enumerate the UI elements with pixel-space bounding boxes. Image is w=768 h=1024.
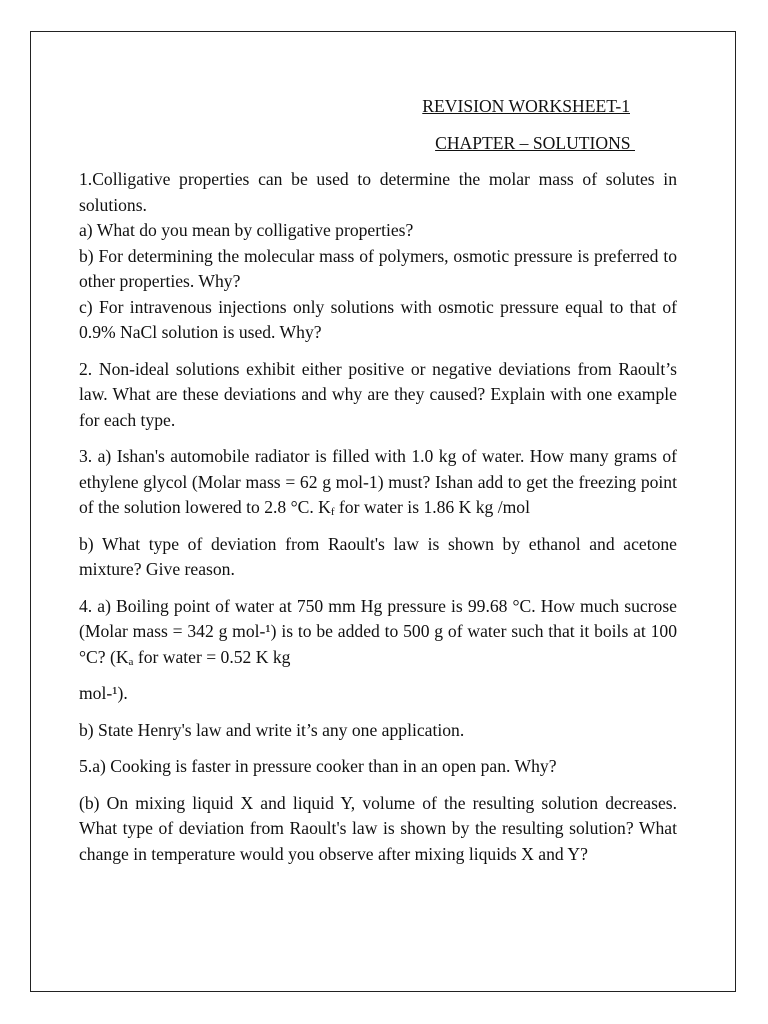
kf-subscript: f (330, 506, 335, 518)
question-1-intro: 1.Colligative properties can be used to determine the molar mass of solutes in solutions. (79, 169, 677, 215)
question-2: 2. Non-ideal solutions exhibit either positive or negative deviations from Raoult’s law. What are these deviations and why are they caused? Explain with one example for each type. (79, 358, 677, 430)
question-5a: 5.a) Cooking is faster in pressure cooker than in an open pan. Why? (79, 756, 557, 776)
chapter-title: CHAPTER – SOLUTIONS (435, 132, 635, 153)
question-5b: (b) On mixing liquid X and liquid Y, volume of the resulting solution decreases. What type of deviation from Raoult's law is shown by the resulting solution? What change in temperature would you observe after mixing liquids X and Y? (79, 792, 677, 864)
question-3a-text: 3. a) Ishan's automobile radiator is filled with 1.0 kg of water. How many grams of ethylene glycol (Molar mass = 62 g mol-1) must? Ishan add to get the freezing point of the solution lowered to 2.8 °C. K (79, 446, 677, 517)
worksheet-content (79, 94, 677, 867)
question-4b: b) State Henry's law and write it’s any one application. (79, 719, 465, 740)
question-4a-text: 4. a) Boiling point of water at 750 mm Hg pressure is 99.68 °C. How much sucrose (Molar mass = 342 g mol-¹) is to be added to 500 g of water such that it boils at 100 °C? (K (79, 595, 677, 667)
question-4a-continued: mol-¹). (79, 683, 128, 703)
question-3a (79, 444, 677, 521)
question-1a: a) What do you mean by colligative properties? (79, 220, 414, 240)
kb-subscript: a (128, 655, 134, 668)
question-4a-text-end: for water = 0.52 K kg (133, 646, 291, 667)
question-1 (79, 167, 677, 346)
question-3a-text-end: for water is 1.86 K kg /mol (334, 497, 530, 517)
question-1b: b) For determining the molecular mass of polymers, osmotic pressure is preferred to other properties. Why? (79, 245, 677, 291)
question-4a (79, 594, 677, 671)
question-1c: c) For intravenous injections only solutions with osmotic pressure equal to that of 0.9% NaCl solution is used. Why? (79, 296, 677, 342)
question-3b: b) What type of deviation from Raoult's law is shown by ethanol and acetone mixture? Give reason. (79, 533, 677, 579)
worksheet-title: REVISION WORKSHEET-1 (422, 96, 630, 116)
